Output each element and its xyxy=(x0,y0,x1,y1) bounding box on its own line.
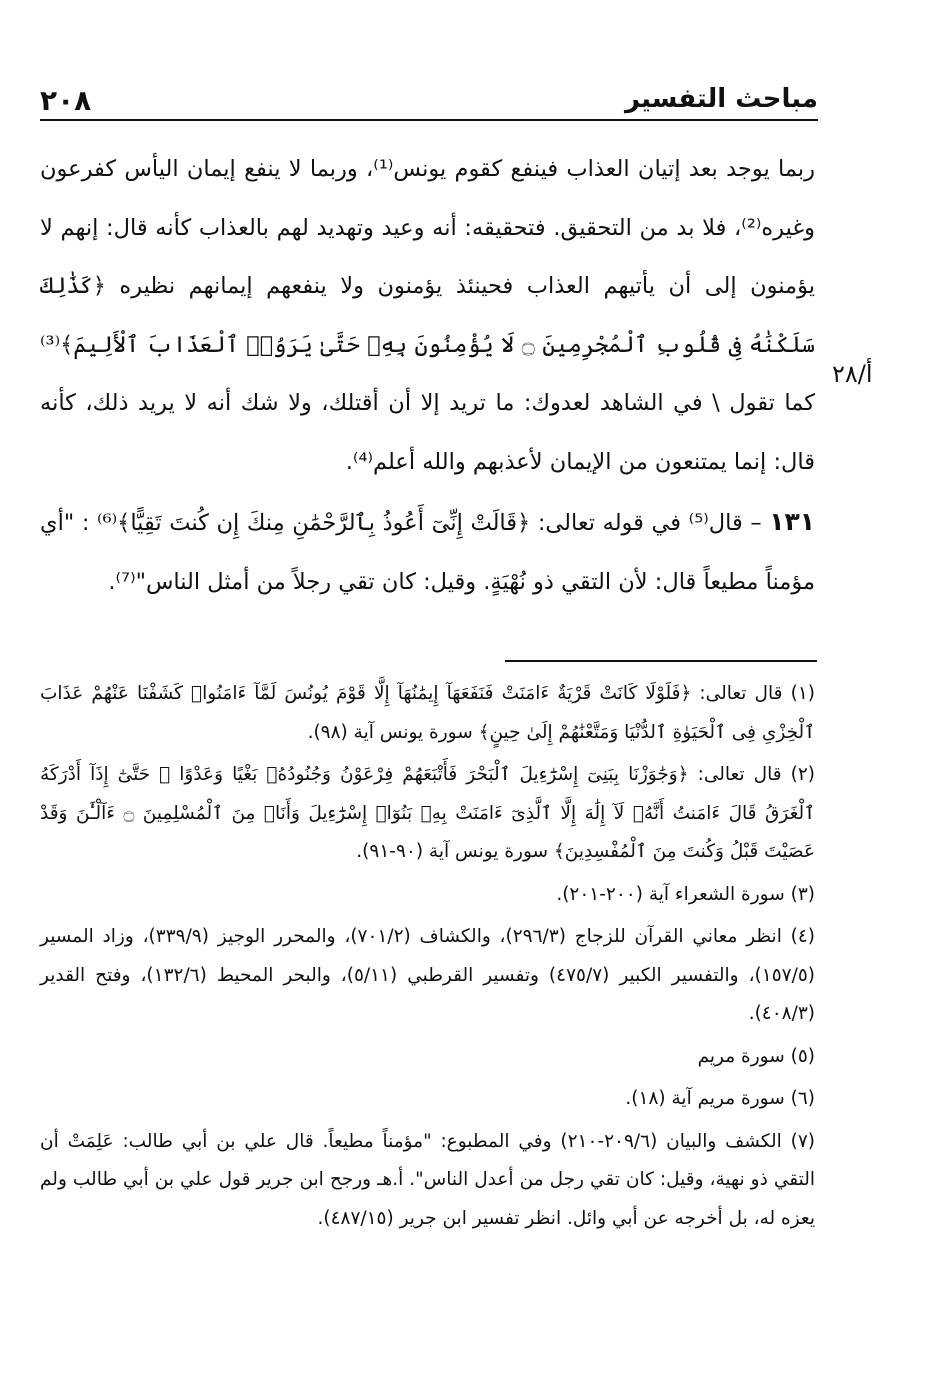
paragraph-2-rest: : "أي مؤمناً مطيعاً قال: لأن التقي ذو نُهْيَةٍ. وقيل: كان تقي رجلاً من أمثل الناس"⁽⁷⁾. xyxy=(40,510,815,595)
footnote-7: (٧) الكشف والبيان (٢٠٩/٦-٢١٠) وفي المطبوع: "مؤمناً مطيعاً. قال علي بن أبي طالب: عَلِمَتْ أن التقي ذو نهية، وقيل: كان تقي رجل من أعدل الناس". أ.هـ ورجح ابن جرير قول علي بن أبي طالب ولم يعزه له، بل أخرجه عن أبي وائل. انظر تفسير ابن جرير (٤٨٧/١٥). xyxy=(40,1130,815,1229)
quran-quote-1: ﴿كَذَٰلِكَ سَلَكْنَٰهُ فِى قُلُوبِ ٱلْمُجْرِمِينَ ۝ لَا يُؤْمِنُونَ بِهِۦ حَتَّىٰ يَرَوُا۟ ٱلْعَذَابَ ٱلْأَلِيمَ﴾⁽³⁾ xyxy=(40,273,815,358)
paragraph-1-rest: كما تقول \ في الشاهد لعدوك: ما تريد إلا أن أقتلك، ولا شك أنه لا يريد ذلك، كأنه قال: إنما يمتنعون من الإيمان لأعذبهم والله أعلم⁽⁴⁾. xyxy=(40,390,815,475)
running-title: مباحث التفسير xyxy=(624,84,818,114)
page-number: ٢٠٨ xyxy=(40,84,92,117)
paragraph-2 xyxy=(40,493,815,611)
footnote-2: (٢) قال تعالى: ﴿وَجَٰوَزْنَا بِبَنِىٓ إِسْرَٰٓءِيلَ ٱلْبَحْرَ فَأَتْبَعَهُمْ فِرْعَوْنُ وَجُنُودُهُۥ بَغْيًا وَعَدْوًا ۖ حَتَّىٰٓ إِذَآ أَدْرَكَهُ ٱلْغَرَقُ قَالَ ءَامَنتُ أَنَّهُۥ لَآ إِلَٰهَ إِلَّا ٱلَّذِىٓ ءَامَنَتْ بِهِۦ بَنُوٓا۟ إِسْرَٰٓءِيلَ وَأَنَا۠ مِنَ ٱلْمُسْلِمِينَ ۝ ءَآلْـَٰٔنَ وَقَدْ عَصَيْتَ قَبْلُ وَكُنتَ مِنَ ٱلْمُفْسِدِينَ﴾ سورة يونس آية (٩٠-٩١). xyxy=(40,764,815,862)
footnotes xyxy=(40,675,815,1242)
manuscript-folio-marker: أ/٢٨ xyxy=(832,360,873,388)
footnote-separator xyxy=(505,660,817,662)
footnote-6: (٦) سورة مريم آية (١٨). xyxy=(625,1088,815,1109)
footnote-4: (٤) انظر معاني القرآن للزجاج (٢٩٦/٣)، والكشاف (٧٠١/٢)، والمحرر الوجيز (٣٣٩/٩)، وزاد المسير (١٥٧/٥)، والتفسير الكبير (٤٧٥/٧) وتفسير القرطبي (٥/١١)، والبحر المحيط (١٣٢/٦)، وفتح القدير (٤٠٨/٣). xyxy=(40,926,815,1024)
header-rule xyxy=(40,119,818,121)
page-header xyxy=(40,80,818,120)
paragraph-1-text: ربما يوجد بعد إتيان العذاب فينفع كقوم يونس⁽¹⁾، وربما لا ينفع إيمان اليأس كفرعون وغيره⁽²⁾، فلا بد من التحقيق. فتحقيقه: أنه وعيد وتهديد لهم بالعذاب كأنه قال: إنهم لا يؤمنون إلى أن يأتيهم العذاب فحينئذ يؤمنون ولا ينفعهم إيمانهم نظيره xyxy=(40,156,815,299)
paragraph-2-intro: – قال⁽⁵⁾ في قوله تعالى: xyxy=(537,510,762,536)
quran-quote-2: ﴿قَالَتْ إِنِّىٓ أَعُوذُ بِٱلرَّحْمَٰنِ مِنكَ إِن كُنتَ تَقِيًّا﴾⁽⁶⁾ xyxy=(97,510,531,536)
footnote-5: (٥) سورة مريم xyxy=(697,1045,815,1067)
footnote-3: (٣) سورة الشعراء آية (٢٠٠-٢٠١). xyxy=(556,883,815,905)
main-text xyxy=(40,140,815,611)
paragraph-1 xyxy=(40,140,815,491)
footnote-1: (١) قال تعالى: ﴿فَلَوْلَا كَانَتْ قَرْيَةٌ ءَامَنَتْ فَنَفَعَهَآ إِيمَٰنُهَآ إِلَّا قَوْمَ يُونُسَ لَمَّآ ءَامَنُوا۟ كَشَفْنَا عَنْهُمْ عَذَابَ ٱلْخِزْىِ فِى ٱلْحَيَوٰةِ ٱلدُّنْيَا وَمَتَّعْنَٰهُمْ إِلَىٰ حِينٍ﴾ سورة يونس آية (٩٨). xyxy=(40,683,815,743)
item-number: ١٣١ xyxy=(769,507,815,536)
